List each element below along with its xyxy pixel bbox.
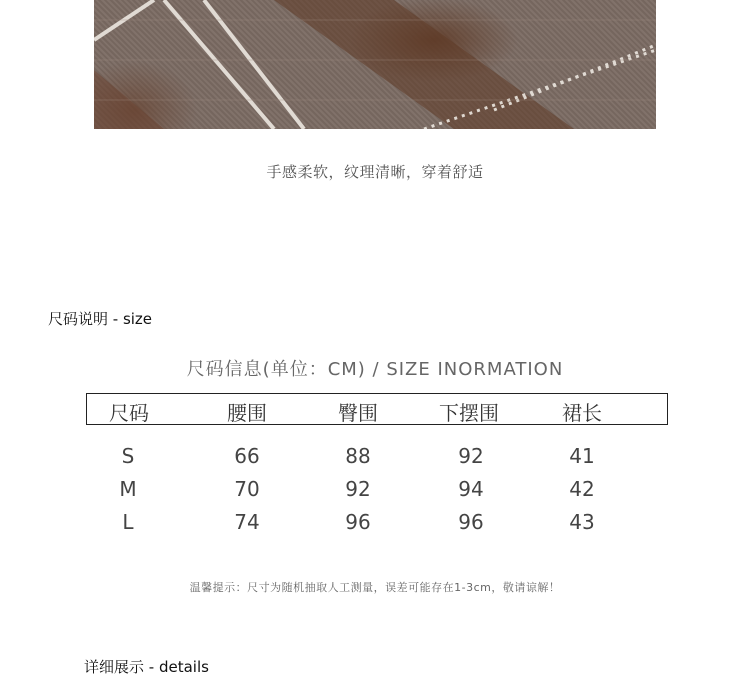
size-table-heading: 尺码信息(单位：CM) / SIZE INORMATION (186, 359, 564, 380)
header-length: 裙长 (562, 401, 602, 425)
table-cell: 41 (569, 444, 595, 468)
header-waist: 腰围 (227, 401, 267, 425)
size-section-title: 尺码说明 - size (48, 310, 153, 328)
header-hip: 臀围 (338, 401, 378, 425)
fabric-pattern-graphic (94, 0, 656, 129)
header-hem: 下摆围 (439, 401, 499, 425)
table-cell: S (121, 444, 135, 468)
table-cell: 96 (345, 510, 371, 534)
table-cell: 96 (458, 510, 484, 534)
table-cell: M (119, 477, 137, 501)
measurement-note: 温馨提示：尺寸为随机抽取人工测量，误差可能存在1-3cm，敬请谅解！ (189, 581, 561, 594)
table-cell: 70 (234, 477, 260, 501)
table-cell: 74 (234, 510, 260, 534)
table-cell: 42 (569, 477, 595, 501)
table-cell: 43 (569, 510, 595, 534)
table-cell: 88 (345, 444, 371, 468)
table-cell: 94 (458, 477, 484, 501)
fabric-caption: 手感柔软，纹理清晰，穿着舒适 (266, 163, 484, 181)
table-cell: 92 (458, 444, 484, 468)
details-section-title: 详细展示 - details (84, 658, 209, 676)
header-size: 尺码 (109, 401, 149, 425)
fabric-texture-image (94, 0, 656, 129)
table-cell: L (122, 510, 134, 534)
table-cell: 66 (234, 444, 260, 468)
table-cell: 92 (345, 477, 371, 501)
